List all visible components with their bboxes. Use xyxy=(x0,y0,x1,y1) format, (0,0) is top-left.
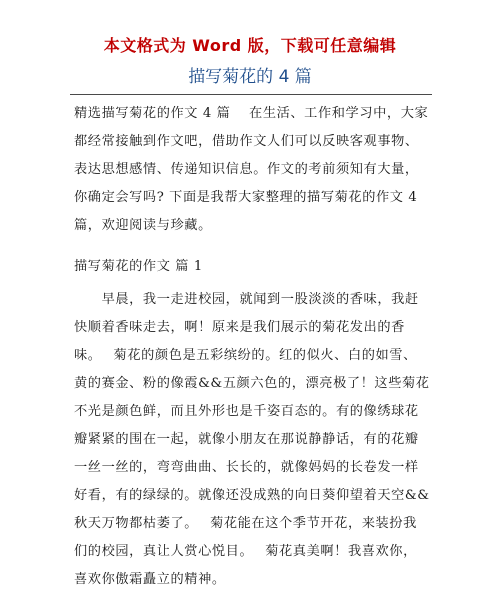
intro-line: 篇，欢迎阅读与珍藏。 xyxy=(74,218,212,233)
body-line: 黄的赛金、粉的像霞&&五颜六色的，漂亮极了！这些菊花 xyxy=(74,376,430,391)
format-notice: 本文格式为 Word 版，下载可任意编辑 xyxy=(103,36,397,55)
body-line: 好看，有的绿绿的。就像还没成熟的向日葵仰望着天空&& xyxy=(74,488,430,503)
body-line: 一丝一丝的，弯弯曲曲、长长的，就像妈妈的长卷发一样 xyxy=(74,460,419,475)
intro-line: 表达思想感情、传递知识信息。作文的考前须知有大量， xyxy=(74,162,419,177)
body-line: 们的校园，真让人赏心悦目。 菊花真美啊！我喜欢你， xyxy=(74,544,417,559)
intro-line: 都经常接触到作文吧，借助作文人们可以反映客观事物、 xyxy=(74,134,419,149)
body-line: 不光是颜色鲜，而且外形也是千姿百态的。有的像绣球花 xyxy=(74,404,419,419)
body-line: 瓣紧紧的围在一起，就像小朋友在那说静静话，有的花瓣 xyxy=(74,432,419,447)
body-line: 快顺着香味走去，啊！原来是我们展示的菊花发出的香 xyxy=(74,320,405,335)
section-heading: 描写菊花的作文 篇 1 xyxy=(74,259,203,274)
document-title: 描写菊花的 4 篇 xyxy=(188,67,312,87)
body-line: 喜欢你傲霜矗立的精神。 xyxy=(74,572,226,587)
intro-line: 精选描写菊花的作文 4 篇 在生活、工作和学习中，大家 xyxy=(74,106,429,121)
title-divider xyxy=(70,94,432,95)
body-line: 秋天万物都枯萎了。 菊花能在这个季节开花，来装扮我 xyxy=(74,516,417,531)
body-line: 味。 菊花的颜色是五彩缤纷的。红的似火、白的如雪、 xyxy=(74,348,417,363)
intro-paragraph xyxy=(74,100,430,240)
essay-body xyxy=(74,286,430,594)
body-line: 早晨，我一走进校园，就闻到一股淡淡的香味，我赶 xyxy=(74,292,419,307)
intro-line: 你确定会写吗? 下面是我帮大家整理的描写菊花的作文 4 xyxy=(74,190,418,205)
